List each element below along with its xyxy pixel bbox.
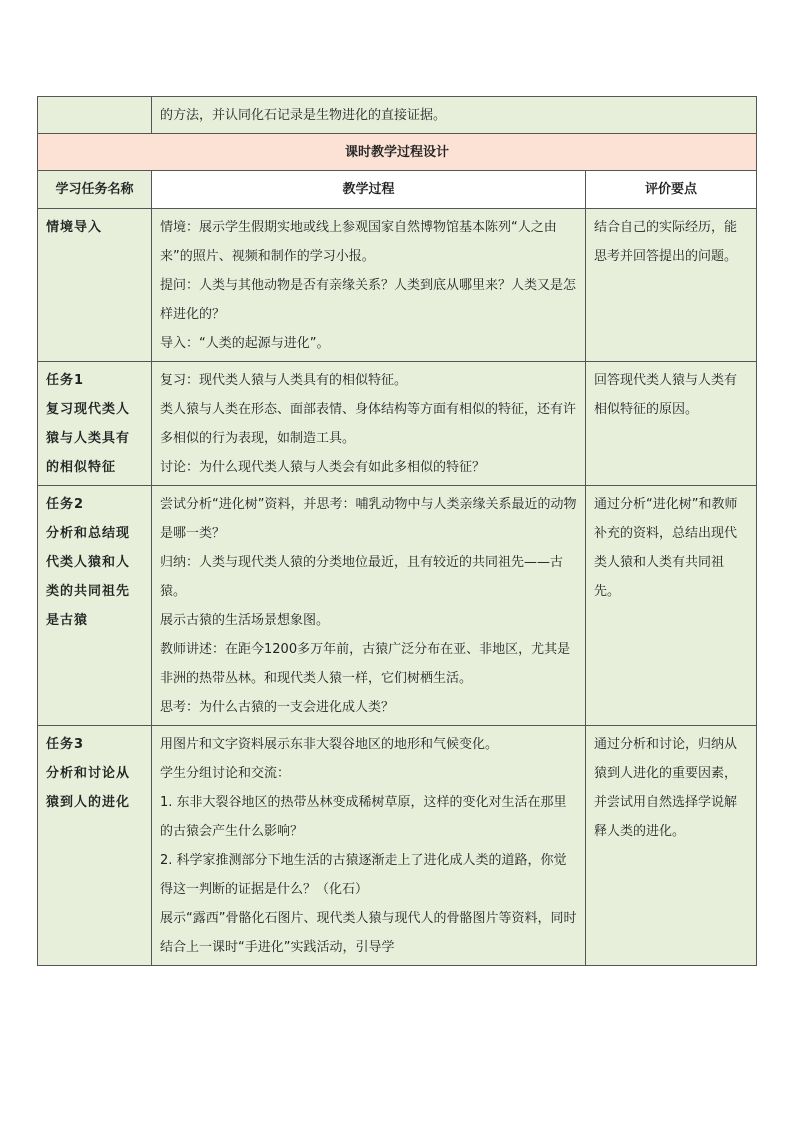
task-number: 任务2 <box>46 497 85 512</box>
process-paragraph: 用图片和文字资料展示东非大裂谷地区的地形和气候变化。 <box>160 737 499 752</box>
process-cell <box>152 486 586 726</box>
continued-objective-label-cell <box>38 97 152 134</box>
process-paragraph: 展示古猿的生活场景想象图。 <box>160 613 330 628</box>
process-paragraph: 归纳：人类与现代类人猿的分类地位最近，且有较近的共同祖先——古猿。 <box>160 555 564 599</box>
task-name-line: 情境导入 <box>46 220 103 235</box>
column-header-evaluation: 评价要点 <box>586 171 757 209</box>
process-cell <box>152 726 586 966</box>
process-paragraph: 类人猿与人类在形态、面部表情、身体结构等方面有相似的特征，还有许多相似的行为表现，如制造工具。 <box>160 402 577 446</box>
task-row-intro <box>38 209 757 362</box>
lesson-design-table <box>37 96 757 966</box>
task-number: 任务1 <box>46 373 85 388</box>
task-title: 分析和讨论从猿到人的进化 <box>46 766 131 810</box>
evaluation-cell: 通过分析和讨论，归纳从猿到人进化的重要因素，并尝试用自然选择学说解释人类的进化。 <box>586 726 757 966</box>
process-paragraph: 导入：“人类的起源与进化”。 <box>160 336 330 351</box>
evaluation-cell: 结合自己的实际经历，能思考并回答提出的问题。 <box>586 209 757 362</box>
evaluation-cell: 回答现代类人猿与人类有相似特征的原因。 <box>586 362 757 486</box>
process-paragraph: 展示“露西”骨骼化石图片、现代类人猿与现代人的骨骼图片等资料，同时结合上一课时“手进化”实践活动，引导学 <box>160 911 577 955</box>
section-title: 课时教学过程设计 <box>38 134 757 171</box>
column-header-task: 学习任务名称 <box>38 171 152 209</box>
section-title-row <box>38 134 757 171</box>
process-paragraph: 学生分组讨论和交流： <box>160 766 291 781</box>
task-title: 分析和总结现代类人猿和人类的共同祖先是古猿 <box>46 526 131 628</box>
process-cell <box>152 209 586 362</box>
task-title: 复习现代类人猿与人类具有的相似特征 <box>46 402 131 475</box>
task-row-3 <box>38 726 757 966</box>
continued-objective-row <box>38 97 757 134</box>
task-name-cell <box>38 726 152 966</box>
process-paragraph: 复习：现代类人猿与人类具有的相似特征。 <box>160 373 408 388</box>
column-header-row <box>38 171 757 209</box>
continued-objective-text: 的方法，并认同化石记录是生物进化的直接证据。 <box>152 97 757 134</box>
process-paragraph: 情境：展示学生假期实地或线上参观国家自然博物馆基本陈列“人之由来”的照片、视频和制作的学习小报。 <box>160 220 557 264</box>
process-paragraph: 尝试分析“进化树”资料，并思考：哺乳动物中与人类亲缘关系最近的动物是哪一类？ <box>160 497 577 541</box>
process-paragraph: 教师讲述：在距今1200多万年前，古猿广泛分布在亚、非地区，尤其是非洲的热带丛林。和现代类人猿一样，它们树栖生活。 <box>160 642 571 686</box>
process-cell <box>152 362 586 486</box>
process-paragraph: 2. 科学家推测部分下地生活的古猿逐渐走上了进化成人类的道路，你觉得这一判断的证据是什么？（化石） <box>160 853 567 897</box>
task-name-cell <box>38 486 152 726</box>
task-name-cell <box>38 362 152 486</box>
task-number: 任务3 <box>46 737 85 752</box>
process-paragraph: 思考：为什么古猿的一支会进化成人类？ <box>160 700 395 715</box>
column-header-process: 教学过程 <box>152 171 586 209</box>
task-name-cell <box>38 209 152 362</box>
process-paragraph: 提问：人类与其他动物是否有亲缘关系？人类到底从哪里来？人类又是怎样进化的？ <box>160 278 577 322</box>
evaluation-cell: 通过分析“进化树”和教师补充的资料，总结出现代类人猿和人类有共同祖先。 <box>586 486 757 726</box>
task-row-1 <box>38 362 757 486</box>
task-row-2 <box>38 486 757 726</box>
process-paragraph: 讨论：为什么现代类人猿与人类会有如此多相似的特征？ <box>160 460 486 475</box>
process-paragraph: 1. 东非大裂谷地区的热带丛林变成稀树草原，这样的变化对生活在那里的古猿会产生什么影响？ <box>160 795 567 839</box>
